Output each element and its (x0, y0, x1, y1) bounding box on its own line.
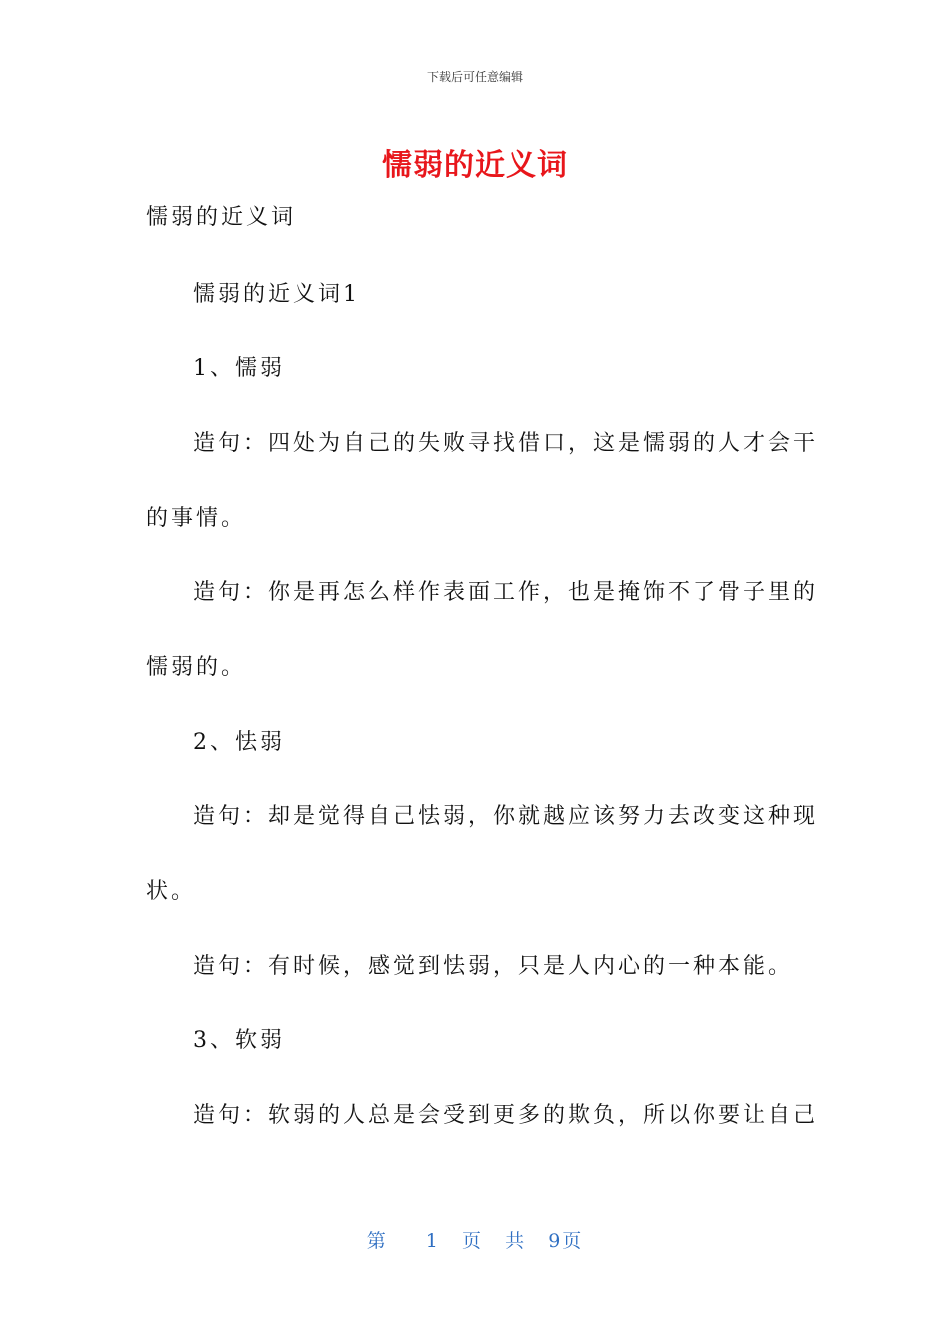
body-line-section-heading: 懦弱的近义词1 (193, 282, 360, 307)
body-line-sentence: 造句：有时候，感觉到怯弱，只是人内心的一种本能。 (193, 954, 794, 979)
body-line-sentence: 造句：软弱的人总是会受到更多的欺负，所以你要让自己 (193, 1103, 819, 1128)
body-line-subtitle: 懦弱的近义词 (146, 205, 297, 230)
body-line-sentence: 造句：你是再怎么样作表面工作，也是掩饰不了骨子里的 (193, 580, 819, 605)
body-line-continuation: 的事情。 (146, 506, 247, 531)
body-line-sentence: 造句：四处为自己的失败寻找借口，这是懦弱的人才会干 (193, 431, 819, 456)
body-line-item-3: 3、软弱 (193, 1028, 285, 1053)
footer-total-pages: 9页 (548, 1230, 584, 1252)
page-footer (0, 1226, 950, 1253)
body-line-continuation: 懦弱的。 (146, 655, 247, 680)
header-note: 下载后可任意编辑 (426, 70, 523, 84)
footer-current-page: 1 (425, 1230, 440, 1252)
body-line-continuation: 状。 (146, 879, 197, 904)
footer-label-ye: 页 (461, 1230, 483, 1252)
body-line-sentence: 造句：却是觉得自己怯弱，你就越应该努力去改变这种现 (193, 804, 819, 829)
document-title: 懦弱的近义词 (382, 148, 568, 183)
footer-label-total: 共 (505, 1230, 527, 1252)
body-line-item-1: 1、懦弱 (193, 356, 285, 381)
body-line-item-2: 2、怯弱 (193, 730, 285, 755)
footer-label-page: 第 (366, 1230, 388, 1252)
